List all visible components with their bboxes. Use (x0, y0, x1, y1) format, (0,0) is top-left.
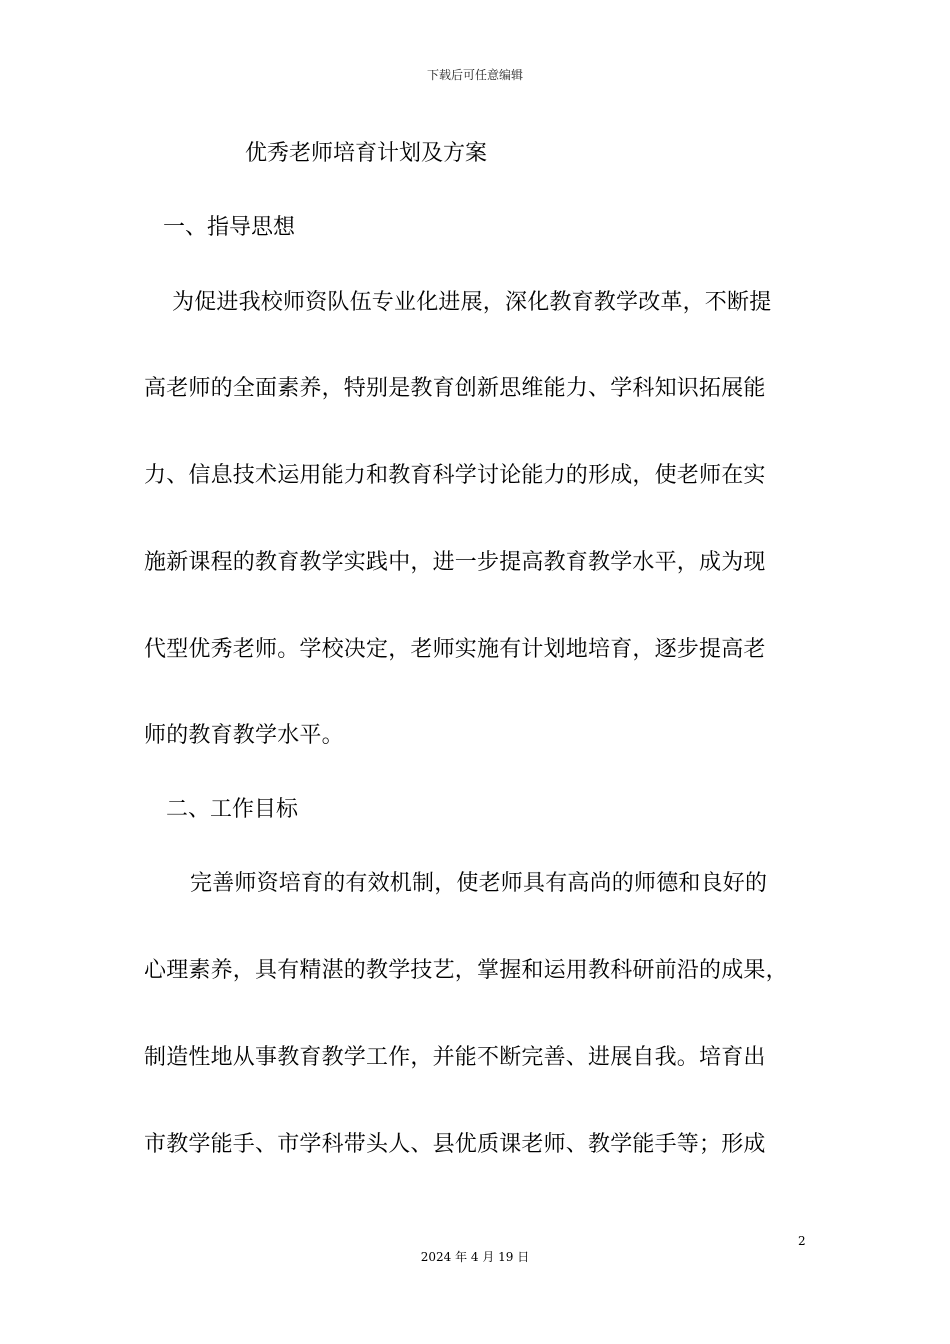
paragraph-line: 完善师资培育的有效机制，使老师具有高尚的师德和良好的 (190, 871, 768, 896)
paragraph-line: 心理素养，具有精湛的教学技艺，掌握和运用教科研前沿的成果， (144, 958, 788, 983)
paragraph-line: 力、信息技术运用能力和教育科学讨论能力的形成，使老师在实 (144, 463, 766, 488)
section-heading-work-goals: 二、工作目标 (166, 797, 299, 822)
paragraph-line: 市教学能手、市学科带头人、县优质课老师、教学能手等；形成 (144, 1132, 766, 1157)
paragraph-line: 施新课程的教育教学实践中，进一步提高教育教学水平，成为现 (144, 550, 766, 575)
section-heading-guiding-ideology: 一、指导思想 (163, 215, 296, 240)
paragraph-line: 高老师的全面素养，特别是教育创新思维能力、学科知识拓展能 (144, 376, 766, 401)
paragraph-line: 制造性地从事教育教学工作，并能不断完善、进展自我。培育出 (144, 1045, 766, 1070)
header-note: 下载后可任意编辑 (426, 68, 523, 82)
footer-date: 2024 年 4 月 19 日 (420, 1250, 530, 1264)
paragraph-line: 师的教育教学水平。 (144, 723, 344, 748)
paragraph-line: 为促进我校师资队伍专业化进展，深化教育教学改革，不断提 (172, 290, 772, 315)
paragraph-line: 代型优秀老师。学校决定，老师实施有计划地培育，逐步提高老 (144, 637, 766, 662)
document-title: 优秀老师培育计划及方案 (245, 141, 488, 166)
page-number: 2 (798, 1234, 806, 1248)
